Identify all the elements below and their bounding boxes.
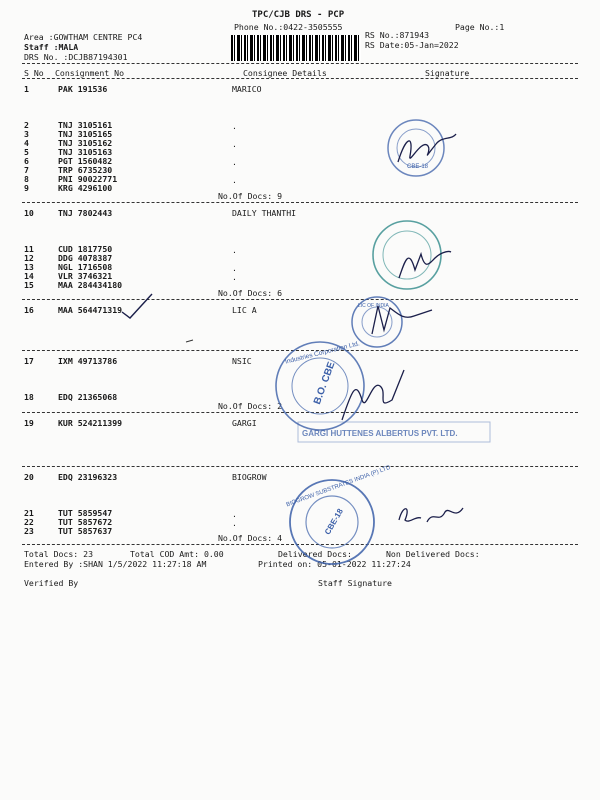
row-consignment: CUD 1817750 [58,244,113,254]
staff-label: Staff :MALA [24,42,79,52]
row-consignment: KUR 524211399 [58,418,123,428]
row-consignment: TNJ 7802443 [58,208,113,218]
non-delivered-docs: Non Delivered Docs: [386,549,480,559]
row-consignment: EDQ 23196323 [58,472,118,482]
row-sno: 13 [24,262,34,272]
stamp-text: GARGI HUTTENES ALBERTUS PVT. LTD. [302,429,458,438]
row-consignment: PGT 1560482 [58,156,113,166]
dot-marker: . [232,518,237,528]
stamp-text: B.O. CBE [311,360,338,406]
biogrow-stamp [285,464,392,566]
row-sno: 18 [24,392,34,402]
row-sno: 7 [24,165,29,175]
page-number: Page No.:1 [455,22,505,32]
dot-marker: . [232,175,237,185]
row-consignment: MAA 284434180 [58,280,123,290]
daily-thanthi-signature [395,240,455,284]
drs-number: DRS No. :DCJB87194301 [24,52,128,62]
dot-marker: . [232,272,237,282]
row-consignment: TNJ 3105161 [58,120,113,130]
row-consignment: NGL 1716508 [58,262,113,272]
total-cod: Total COD Amt: 0.00 [130,549,224,559]
row-consignment: TNJ 3105163 [58,147,113,157]
row-consignment: IXM 49713786 [58,356,118,366]
row-consignment: MAA 564471319 [58,305,123,315]
row-sno: 21 [24,508,34,518]
staff-signature: Staff Signature [318,578,392,588]
consignee-name: MARICO [232,84,262,94]
row-sno: 8 [24,174,29,184]
stamp-ring-text: Industries Corporation Ltd. [284,340,361,366]
consignee-name: NSIC [232,356,252,366]
stamp-ring-text: BIOGROW SUBSTRATES INDIA (P) LTD [285,464,392,509]
row-sno: 23 [24,526,34,536]
row-sno: 1 [24,84,29,94]
pen-mark [185,338,195,344]
row-sno: 20 [24,472,34,482]
row-sno: 19 [24,418,34,428]
divider [22,78,578,79]
dot-marker: . [232,139,237,149]
row-consignment: PNI 90022771 [58,174,118,184]
row-consignment: TNJ 3105165 [58,129,113,139]
row-sno: 11 [24,244,34,254]
row-sno: 2 [24,120,29,130]
group-divider [22,202,578,203]
row-consignment: DDG 4078387 [58,253,113,263]
gargi-stamp [296,418,496,452]
total-docs: Total Docs: 23 [24,549,94,559]
row-sno: 14 [24,271,34,281]
sheet-title: TPC/CJB DRS - PCP [252,10,345,20]
marico-signature [392,126,462,172]
row-sno: 9 [24,183,29,193]
row-consignment: KRG 4296100 [58,183,113,193]
delivered-docs: Delivered Docs: [278,549,352,559]
row-consignment: TUT 5859547 [58,508,113,518]
col-consignment: Consignment No [55,68,125,78]
consignee-name: LIC A [232,305,257,315]
rs-date: RS Date:05-Jan=2022 [365,40,459,50]
dot-marker: . [232,509,237,519]
stamp-text: CBE-18 [322,507,345,537]
docs-count: No.Of Docs: 2 [218,401,283,411]
dot-marker: . [232,121,237,131]
row-sno: 22 [24,517,34,527]
row-sno: 16 [24,305,34,315]
row-consignment: VLR 3746321 [58,271,113,281]
barcode [231,35,361,61]
area-label: Area :GOWTHAM CENTRE PC4 [24,32,143,42]
row-sno: 3 [24,129,29,139]
tick-mark [118,290,158,322]
col-consignee: Consignee Details [243,68,327,78]
row-consignment: TUT 5857637 [58,526,113,536]
row-consignment: PAK 191536 [58,84,108,94]
row-sno: 6 [24,156,29,166]
dot-marker: . [232,157,237,167]
stamp-text: CBE-18 [407,164,429,170]
entered-by: Entered By :SHAN 1/5/2022 11:27:18 AM [24,559,207,569]
verified-by: Verified By [24,578,79,588]
row-consignment: TRP 6735230 [58,165,113,175]
row-sno: 15 [24,280,34,290]
group-divider [22,299,578,300]
biogrow-signature [393,500,473,530]
dot-marker: . [232,263,237,273]
row-sno: 5 [24,147,29,157]
row-consignment: EDQ 21365068 [58,392,118,402]
row-consignment: TNJ 3105162 [58,138,113,148]
printed-on: Printed on: 05-01-2022 11:27:24 [258,559,411,569]
row-sno: 12 [24,253,34,263]
docs-count: No.Of Docs: 4 [218,533,283,543]
row-sno: 17 [24,356,34,366]
lic-signature [368,300,438,340]
stamp-text: LIC OF INDIA [358,303,389,309]
row-sno: 4 [24,138,29,148]
dot-marker: . [232,245,237,255]
consignee-name: GARGI [232,418,257,428]
docs-count: No.Of Docs: 6 [218,288,283,298]
group-divider [22,466,578,467]
rs-number: RS No.:871943 [365,30,430,40]
col-sno: S No [24,68,44,78]
row-sno: 10 [24,208,34,218]
docs-count: No.Of Docs: 9 [218,191,283,201]
col-signature: Signature [425,68,470,78]
consignee-name: BIOGROW [232,472,267,482]
phone-number: Phone No.:0422-3505555 [234,22,343,32]
row-consignment: TUT 5857672 [58,517,113,527]
consignee-name: DAILY THANTHI [232,208,297,218]
divider [22,63,578,64]
